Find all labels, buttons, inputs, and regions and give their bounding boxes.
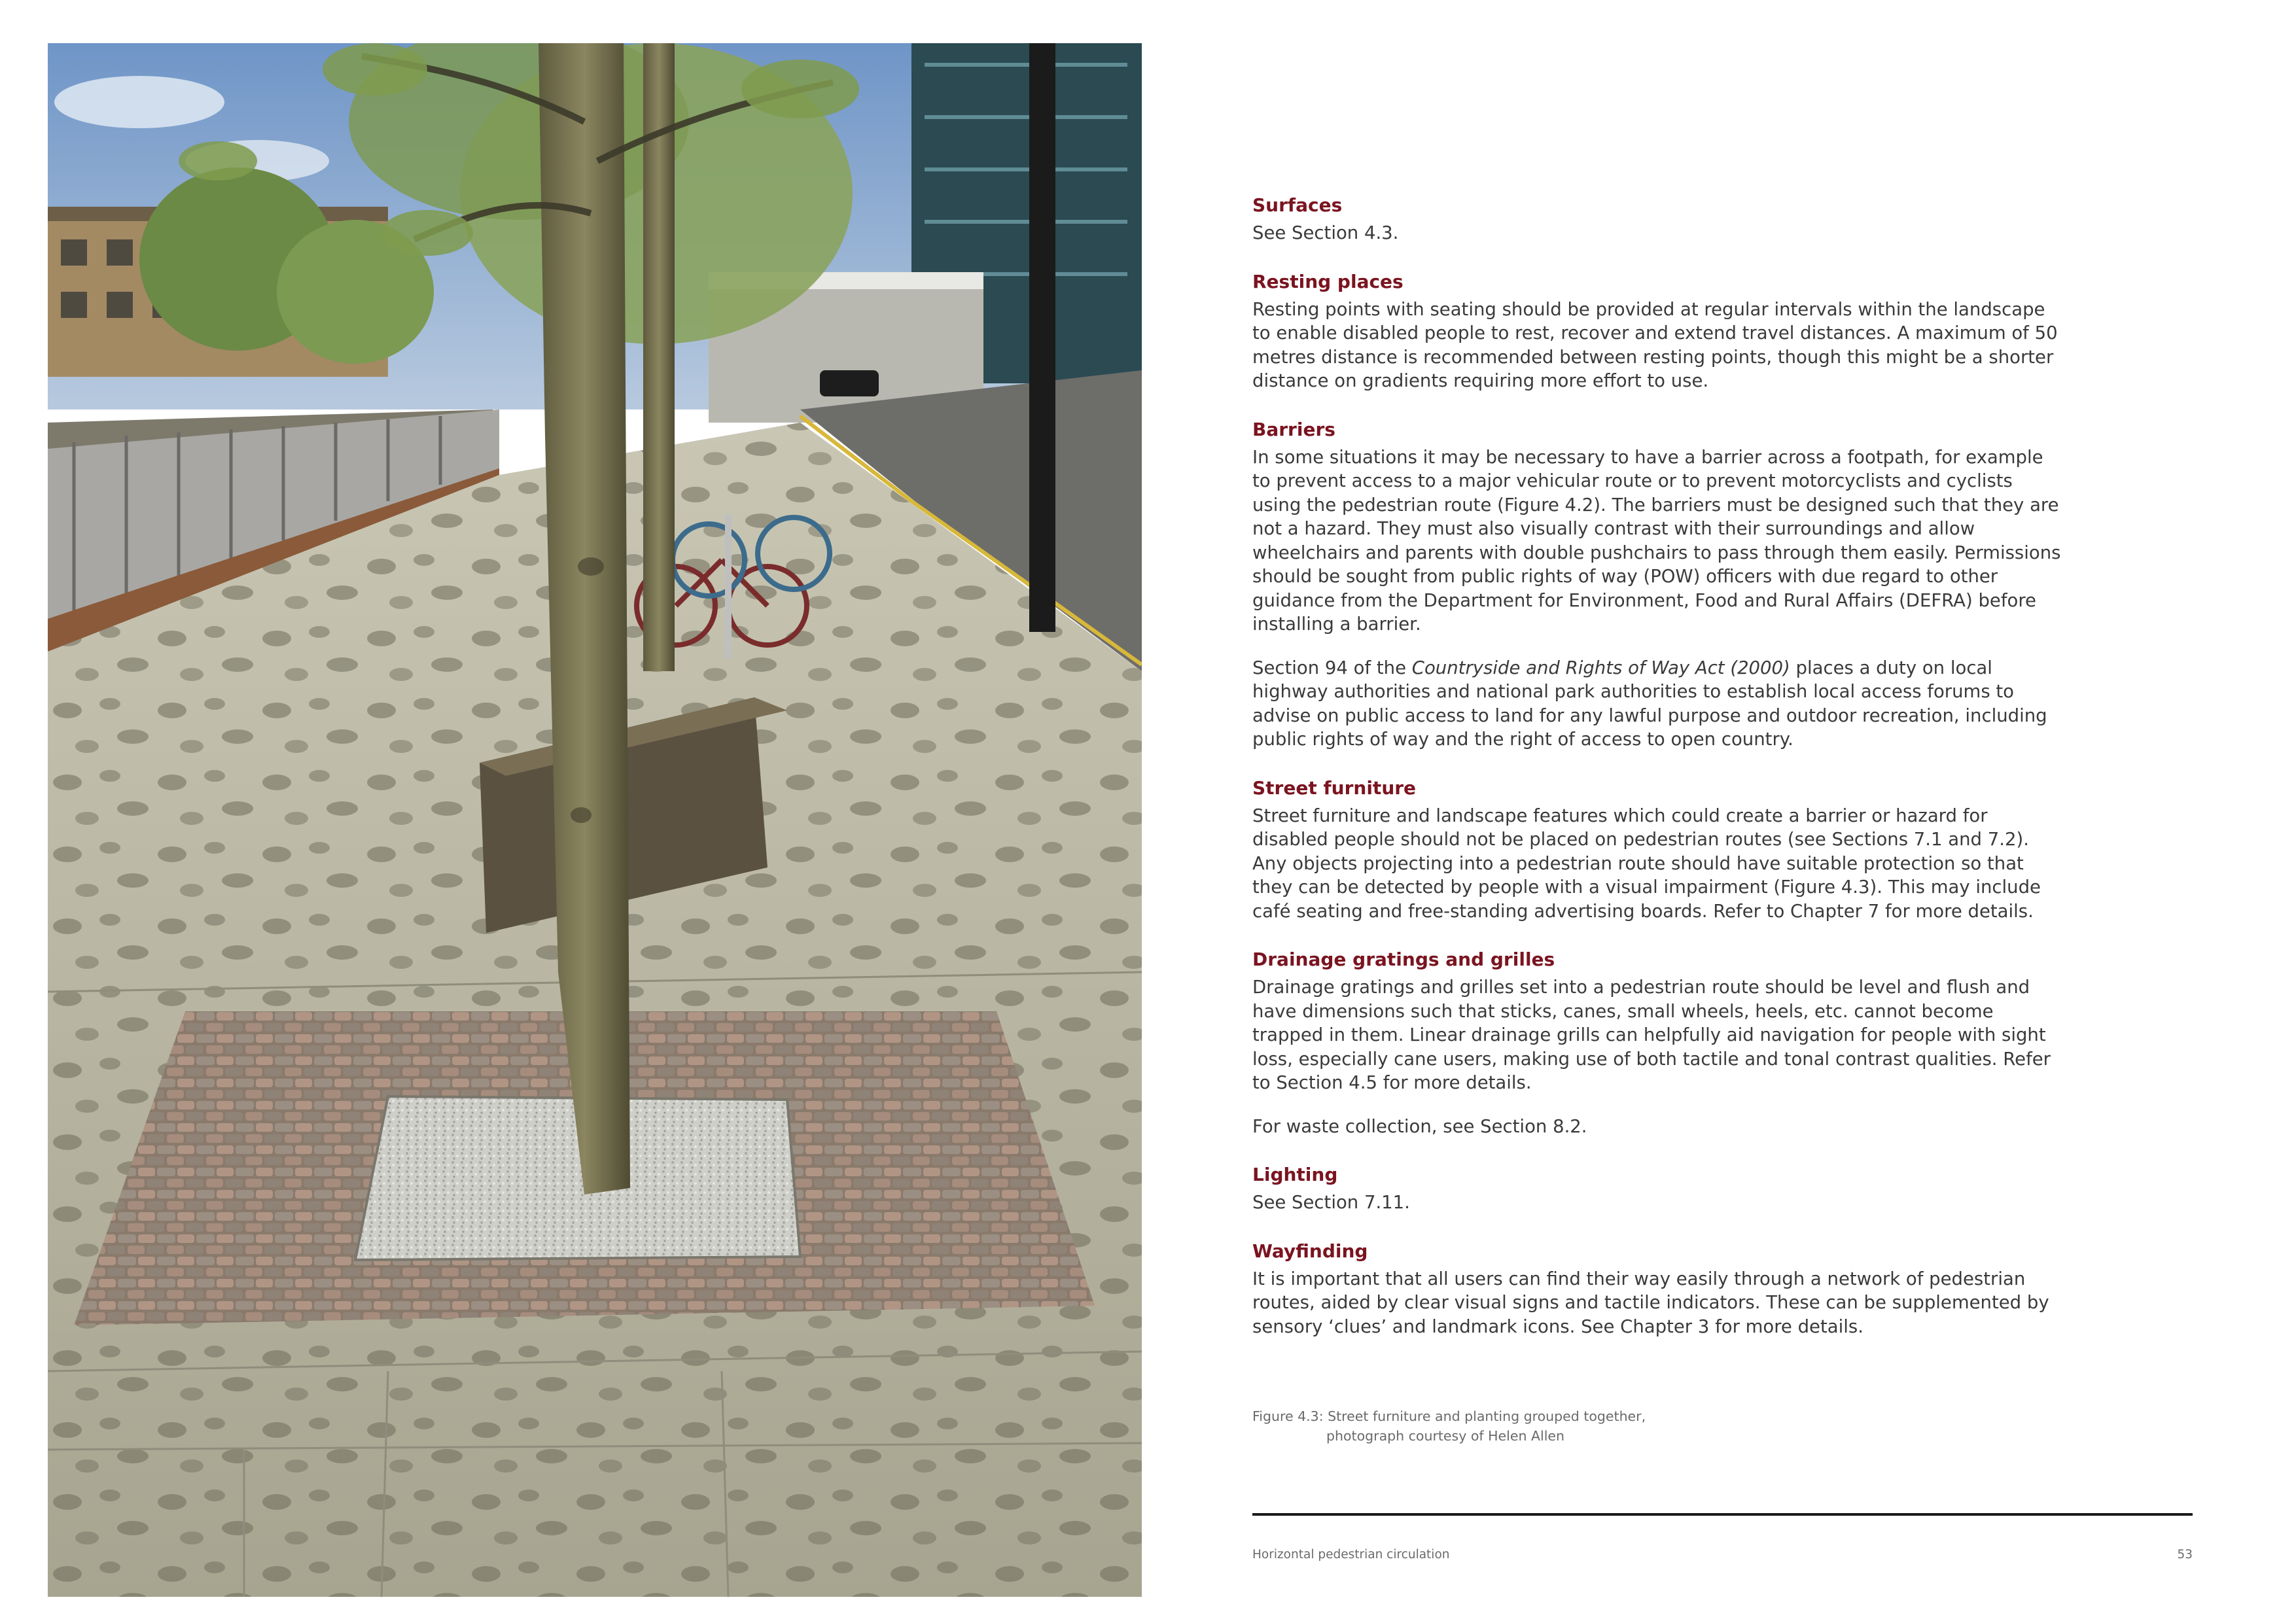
barriers-text-2-before: Section 94 of the — [1252, 657, 1412, 678]
text-column — [1252, 194, 2064, 1363]
resting-places-text: Resting points with seating should be provided at regular intervals within the landscape to enable disabled people to rest, recover and extend travel distances. A maximum of 50 metres distance is recommended between resting points, though this might be a shorter distance on gradients requiring more effort to use. — [1252, 298, 2058, 391]
page-number: 53 — [2177, 1548, 2193, 1562]
drainage-text-2: For waste collection, see Section 8.2. — [1252, 1115, 1587, 1137]
heading-barriers: Barriers — [1252, 418, 1335, 440]
heading-surfaces: Surfaces — [1252, 194, 1343, 216]
heading-lighting: Lighting — [1252, 1164, 1338, 1185]
heading-resting-places: Resting places — [1252, 270, 1404, 292]
section-lighting — [1252, 1163, 2064, 1215]
section-drainage — [1252, 948, 2064, 1138]
section-surfaces — [1252, 194, 2064, 245]
footer-rule — [1252, 1513, 2193, 1516]
barriers-text-2-after: places a duty on local highway authorities and national park authorities to establish local access forums to advise on public access to land for any lawful purpose and outdoor recreation, including public rights of way and the right of access to open country. — [1252, 657, 2047, 750]
act-title: Countryside and Rights of Way Act (2000) — [1411, 657, 1790, 678]
barriers-text-1: In some situations it may be necessary to have a barrier across a footpath, for example to prevent access to a major vehicular route or to prevent motorcyclists and cyclists using the pedestrian route (Figure 4.2). The barriers must be designed such that they are not a hazard. They must also visually contrast with their surroundings and allow wheelchairs and parents with double pushchairs to pass through them easily. Permissions should be sought from public rights of way (POW) officers with due regard to other guidance from the Department for Environment, Food and Rural Affairs (DEFRA) before installing a barrier. — [1252, 446, 2061, 635]
caption-line-2: photograph courtesy of Helen Allen — [1326, 1428, 1565, 1444]
footer-chapter-title: Horizontal pedestrian circulation — [1252, 1548, 1450, 1562]
section-barriers — [1252, 418, 2064, 752]
heading-street-furniture: Street furniture — [1252, 777, 1417, 799]
heading-wayfinding: Wayfinding — [1252, 1240, 1368, 1262]
section-resting-places — [1252, 270, 2064, 393]
drainage-text-1: Drainage gratings and grilles set into a pedestrian route should be level and flush and have dimensions such that sticks, canes, small wheels, heels, etc. cannot become trapped in them. Linear drainage grills can helpfully aid navigation for people with sight loss, especially cane users, making use of both tactile and tonal contrast qualities. Refer to Section 4.5 for more details. — [1252, 977, 2051, 1093]
barriers-text-2 — [1252, 656, 2064, 752]
street-furniture-text: Street furniture and landscape features which could create a barrier or hazard for disabled people should not be placed on pedestrian routes (see Sections 7.1 and 7.2). Any objects projecting into a pedestrian route should have suitable protection so that they can be detected by people with a visual impairment (Figure 4.3). This may include café seating and free-standing advertising boards. Refer to Chapter 7 for more details. — [1252, 805, 2041, 922]
figure-photo — [48, 43, 1142, 1597]
heading-drainage: Drainage gratings and grilles — [1252, 949, 1555, 970]
figure-caption — [1252, 1406, 1646, 1446]
wayfinding-text: It is important that all users can find their way easily through a network of pedestrian routes, aided by clear visual signs and tactile indicators. These can be supplemented by sensory ‘clues’ and landmark icons. See Chapter 3 for more details. — [1252, 1268, 2049, 1337]
surfaces-text: See Section 4.3. — [1252, 222, 1399, 243]
section-street-furniture — [1252, 777, 2064, 924]
section-wayfinding — [1252, 1240, 2064, 1339]
lighting-text: See Section 7.11. — [1252, 1192, 1410, 1213]
caption-line-1: Figure 4.3: Street furniture and planting grouped together, — [1252, 1408, 1646, 1424]
